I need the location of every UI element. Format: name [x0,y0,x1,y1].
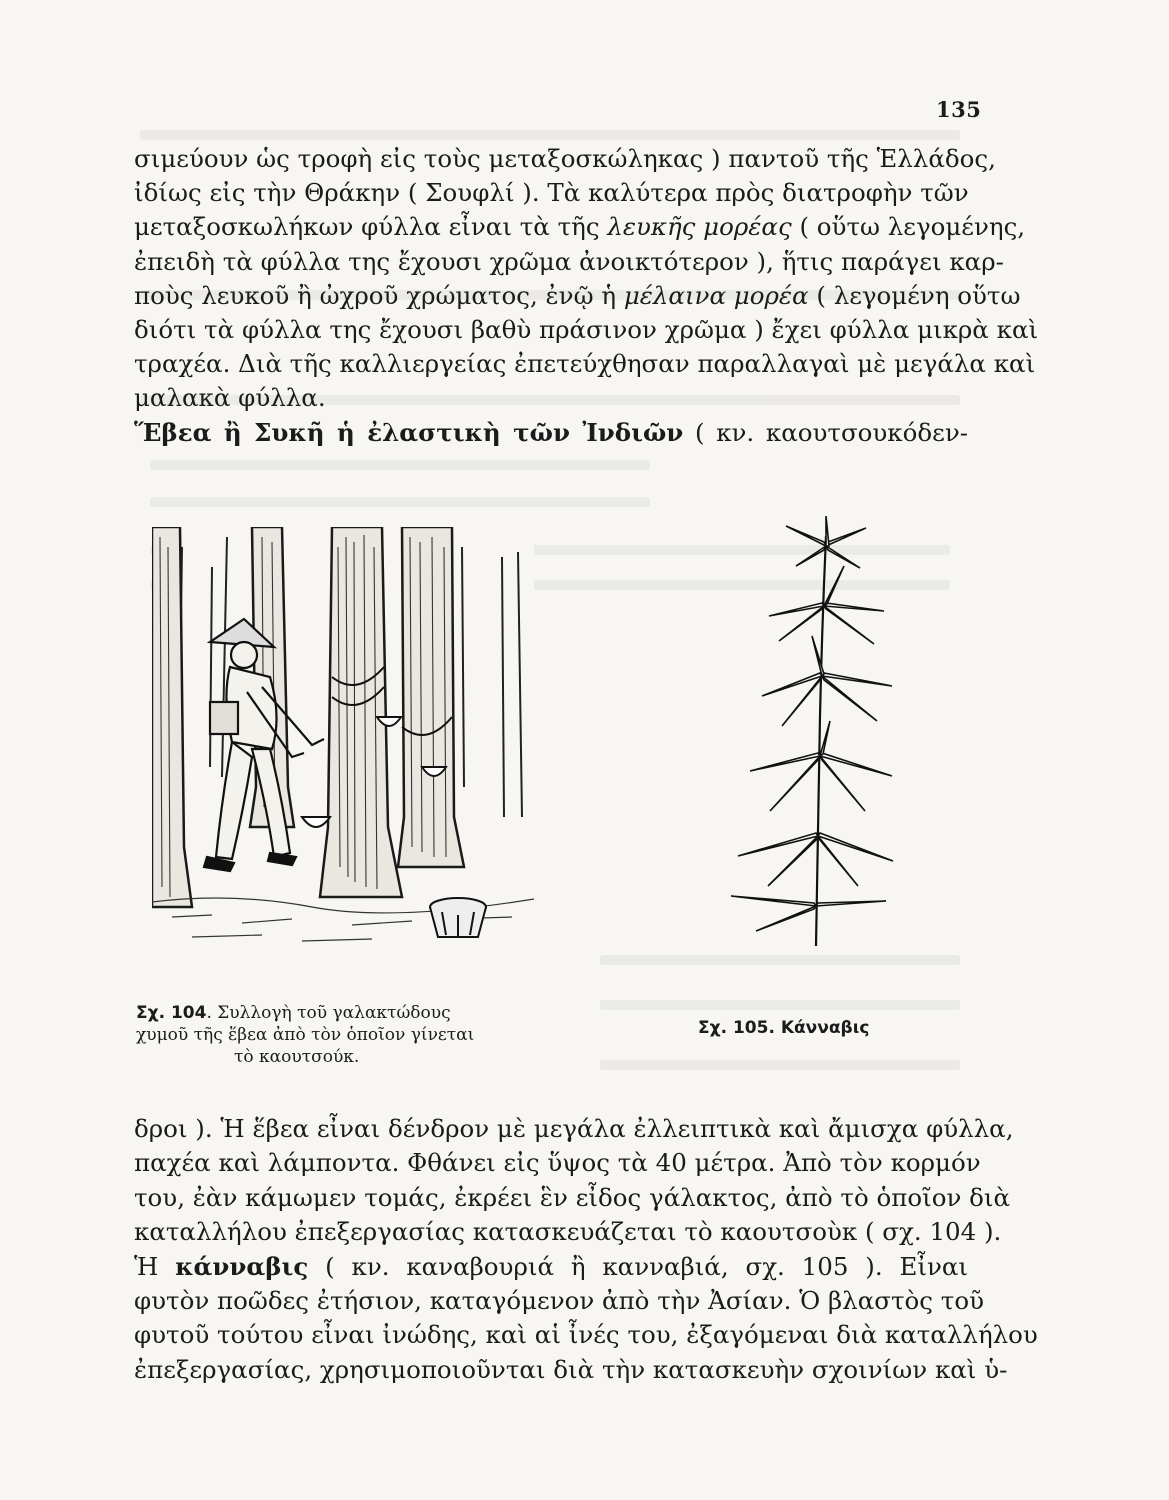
term-black-mulberry: μέλαινα μορέα [623,280,809,310]
text-line: τραχέα. Διὰ τῆς καλλιεργείας ἐπετεύχθησαν παραλλαγαὶ μὲ μεγάλα καὶ [134,349,1036,379]
text-line: φυτὸν ποῶδες ἐτήσιον, καταγόμενον ἀπὸ τὴν Ἀσίαν. Ὁ βλαστὸς τοῦ [134,1286,984,1316]
figure-105-caption [698,1017,869,1039]
text-run: ( κν. καναβουριά ἢ κανναβιά, σχ. 105 ). Εἶναι [308,1251,968,1281]
text-line: δροι ). Ἡ ἕβεα εἶναι δένδρον μὲ μεγάλα ἐλλειπτικὰ καὶ ἄμισχα φύλλα, [134,1114,1014,1143]
text-run: μεταξοσκωλήκων φύλλα εἶναι τὰ τῆς [134,212,608,242]
text-line: διότι τὰ φύλλα της ἔχουσι βαθὺ πράσινον χρῶμα ) ἔχει φύλλα μικρὰ καὶ [134,315,1039,345]
figure-104-label: Σχ. 104 [136,1003,207,1023]
section-heading-line [134,416,968,450]
text-run: ( οὕτω λεγομένης, [791,212,1026,242]
figure-105-label: Σχ. 105 [698,1018,769,1038]
text-run: ποὺς λευκοῦ ἢ ὠχροῦ χρώματος, ἐνῷ ἡ [134,280,624,310]
text-line: ἐπειδὴ τὰ φύλλα της ἔχουσι χρῶμα ἀνοικτότερον ), ἥτις παράγει καρ- [134,246,1004,276]
caption-text: τὸ καουτσούκ. [234,1047,360,1067]
text-line: σιμεύουν ὡς τροφὴ εἰς τοὺς μεταξοσκώληκας ) παντοῦ τῆς Ἑλλάδος, [134,144,996,173]
top-paragraph [134,142,1039,450]
text-line: ἰδίως εἰς τὴν Θράκην ( Σουφλί ). Τὰ καλύτερα πρὸς διατροφὴν τῶν [134,178,969,208]
page-number: 135 [936,97,982,122]
caption-text: . Κάνναβις [768,1018,870,1038]
term-white-mulberry: λευκῆς μορέας [607,212,792,242]
text-line: ἐπεξεργασίας, χρησιμοποιοῦνται διὰ τὴν κατασκευὴν σχοινίων καὶ ὑ- [134,1354,1008,1384]
caption-text: χυμοῦ τῆς ἕβεα ἀπὸ τὸν ὁποῖον γίνεται [136,1025,475,1045]
text-line [134,210,1026,244]
text-line [134,279,1021,313]
text-line: μαλακὰ φύλλα. [134,383,326,413]
text-line: φυτοῦ τούτου εἶναι ἰνώδης, καὶ αἱ ἶνές του, ἐξαγόμεναι διὰ καταλλήλου [134,1320,1038,1350]
text-line: παχέα καὶ λάμποντα. Φθάνει εἰς ὕψος τὰ 40 μέτρα. Ἀπὸ τὸν κορμόν [134,1148,981,1178]
rubber-tapping-illustration [152,527,534,952]
cannabis-plant-illustration [716,516,921,948]
section-heading-hevea: Ἕβεα ἢ Συκῆ ἡ ἐλαστικὴ τῶν Ἰνδιῶν [134,417,684,447]
text-run: ( κν. καουτσουκόδεν- [683,417,968,447]
term-cannabis: κάνναβις [175,1251,309,1281]
text-run: ( λεγομένη οὕτω [808,280,1021,310]
caption-text: . Συλλογὴ τοῦ γαλακτώδους [206,1003,451,1023]
text-run: Ἡ [134,1251,176,1281]
text-line [134,1250,968,1284]
bottom-paragraph [134,1112,1038,1387]
text-line: καταλλήλου ἐπεξεργασίας κατασκευάζεται τὸ καουτσοὺκ ( σχ. 104 ). [134,1217,1002,1247]
figure-104-caption [136,1002,536,1068]
text-line: του, ἐὰν κάμωμεν τομάς, ἐκρέει ἓν εἶδος γάλακτος, ἀπὸ τὸ ὁποῖον διὰ [134,1182,1011,1212]
